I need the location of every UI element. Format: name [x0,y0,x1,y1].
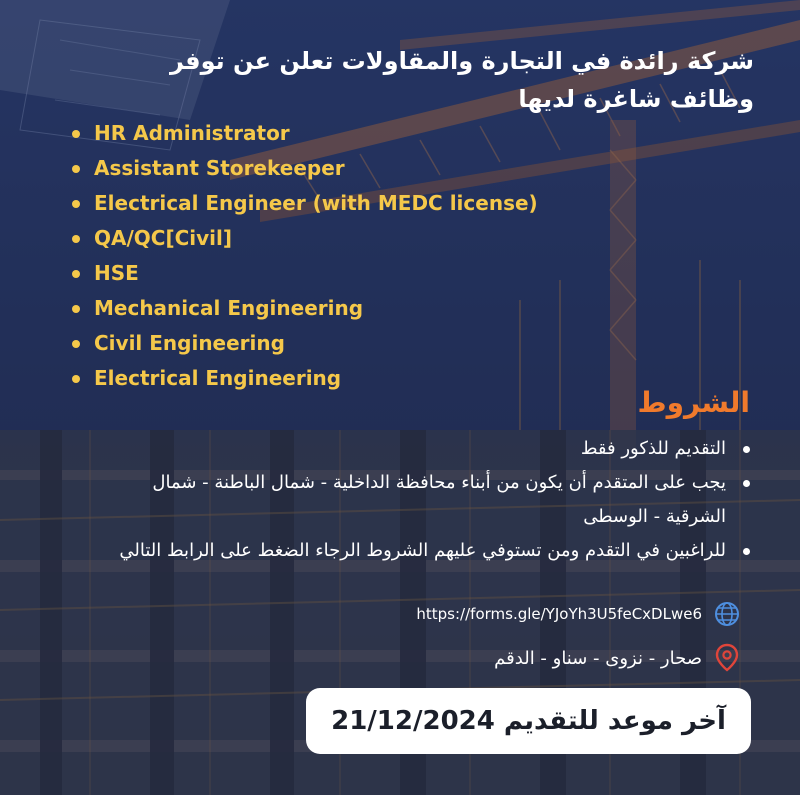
job-item: HSE [72,256,538,291]
job-item: Electrical Engineer (with MEDC license) [72,186,538,221]
job-item: HR Administrator [72,116,538,151]
job-item: QA/QC[Civil] [72,221,538,256]
condition-item: التقديم للذكور فقط [114,432,754,466]
jobs-list [72,116,538,396]
job-item: Assistant Storekeeper [72,151,538,186]
conditions-title: الشروط [637,386,750,419]
job-item: Electrical Engineering [72,361,538,396]
headline: شركة رائدة في التجارة والمقاولات تعلن عن توفر وظائف شاغرة لديها [169,47,754,113]
application-link[interactable]: https://forms.gle/YJoYh3U5feCxDLwe6 [416,605,702,623]
condition-item: للراغبين في التقدم ومن تستوفي عليهم الشروط الرجاء الضغط على الرابط التالي [114,534,754,568]
locations-text: صحار - نزوى - سناو - الدقم [494,647,702,669]
locations-row [494,643,740,673]
location-pin-icon [714,643,740,673]
condition-item: يجب على المتقدم أن يكون من أبناء محافظة الداخلية - شمال الباطنة - شمال الشرقية - الوسطى [114,466,754,534]
job-item: Civil Engineering [72,326,538,361]
conditions-list [114,432,754,568]
link-row[interactable] [416,601,740,627]
job-item: Mechanical Engineering [72,291,538,326]
globe-icon [714,601,740,627]
deadline-box: آخر موعد للتقديم 21/12/2024 [306,688,751,754]
